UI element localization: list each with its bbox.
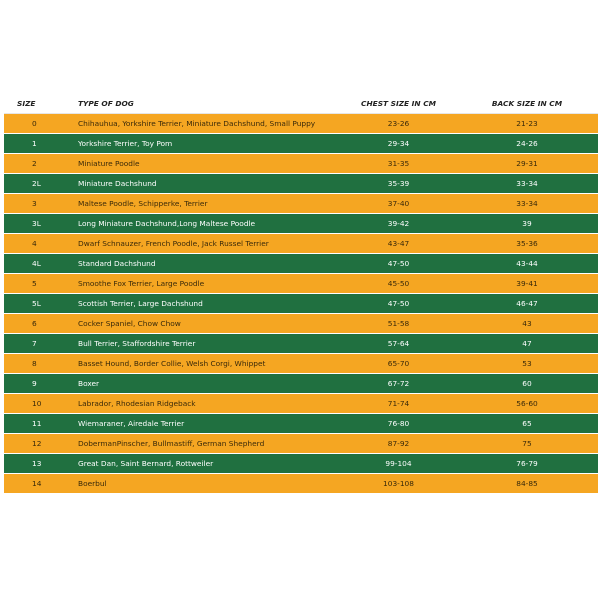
chest-size-cell: 67-72 <box>341 374 456 394</box>
dog-type-cell: Chihauhua, Yorkshire Terrier, Miniature Dachshund, Small Puppy <box>76 114 341 134</box>
back-size-cell: 53 <box>456 354 598 374</box>
dog-type-cell: Basset Hound, Border Collie, Welsh Corgi, Whippet <box>76 354 341 374</box>
type-column-header: TYPE OF DOG <box>76 93 341 114</box>
size-cell: 5 <box>4 274 76 294</box>
dog-type-cell: Labrador, Rhodesian Ridgeback <box>76 394 341 414</box>
chest-size-cell: 65-70 <box>341 354 456 374</box>
chest-size-cell: 57-64 <box>341 334 456 354</box>
back-size-cell: 46-47 <box>456 294 598 314</box>
table-row <box>4 474 598 494</box>
dog-type-cell: Cocker Spaniel, Chow Chow <box>76 314 341 334</box>
back-size-cell: 39-41 <box>456 274 598 294</box>
table-row <box>4 454 598 474</box>
chest-size-cell: 31-35 <box>341 154 456 174</box>
size-cell: 6 <box>4 314 76 334</box>
dog-type-cell: Boxer <box>76 374 341 394</box>
table-row <box>4 154 598 174</box>
dog-type-cell: Great Dan, Saint Bernard, Rottweiler <box>76 454 341 474</box>
dog-type-cell: Standard Dachshund <box>76 254 341 274</box>
size-cell: 4L <box>4 254 76 274</box>
back-size-cell: 29-31 <box>456 154 598 174</box>
size-cell: 2 <box>4 154 76 174</box>
chest-size-cell: 51-58 <box>341 314 456 334</box>
chest-size-cell: 99-104 <box>341 454 456 474</box>
size-cell: 11 <box>4 414 76 434</box>
chest-size-cell: 76-80 <box>341 414 456 434</box>
table-row <box>4 294 598 314</box>
table-row <box>4 174 598 194</box>
back-size-cell: 43-44 <box>456 254 598 274</box>
chest-size-cell: 29-34 <box>341 134 456 154</box>
table-header <box>4 93 598 114</box>
chest-size-cell: 39-42 <box>341 214 456 234</box>
back-size-cell: 39 <box>456 214 598 234</box>
back-size-cell: 21-23 <box>456 114 598 134</box>
table-row <box>4 414 598 434</box>
chest-size-cell: 43-47 <box>341 234 456 254</box>
table-row <box>4 314 598 334</box>
dog-type-cell: Bull Terrier, Staffordshire Terrier <box>76 334 341 354</box>
size-column-header: SIZE <box>4 93 76 114</box>
size-cell: 14 <box>4 474 76 494</box>
back-size-cell: 76-79 <box>456 454 598 474</box>
chest-size-cell: 71-74 <box>341 394 456 414</box>
chest-size-cell: 45-50 <box>341 274 456 294</box>
table-row <box>4 234 598 254</box>
size-cell: 10 <box>4 394 76 414</box>
size-cell: 7 <box>4 334 76 354</box>
dog-type-cell: DobermanPinscher, Bullmastiff, German Shepherd <box>76 434 341 454</box>
dog-type-cell: Dwarf Schnauzer, French Poodle, Jack Russel Terrier <box>76 234 341 254</box>
table-row <box>4 334 598 354</box>
size-cell: 3 <box>4 194 76 214</box>
dog-type-cell: Miniature Dachshund <box>76 174 341 194</box>
size-cell: 1 <box>4 134 76 154</box>
chest-size-cell: 87-92 <box>341 434 456 454</box>
size-cell: 5L <box>4 294 76 314</box>
table-row <box>4 274 598 294</box>
chest-size-cell: 47-50 <box>341 294 456 314</box>
chest-size-cell: 37-40 <box>341 194 456 214</box>
table-body <box>4 114 598 494</box>
table-row <box>4 254 598 274</box>
back-size-cell: 24-26 <box>456 134 598 154</box>
table-row <box>4 394 598 414</box>
back-size-cell: 33-34 <box>456 194 598 214</box>
back-size-cell: 56-60 <box>456 394 598 414</box>
back-column-header: BACK SIZE IN CM <box>456 93 598 114</box>
back-size-cell: 47 <box>456 334 598 354</box>
back-size-cell: 35-36 <box>456 234 598 254</box>
table-row <box>4 354 598 374</box>
chest-size-cell: 103-108 <box>341 474 456 494</box>
size-cell: 4 <box>4 234 76 254</box>
size-cell: 12 <box>4 434 76 454</box>
size-cell: 0 <box>4 114 76 134</box>
dog-type-cell: Smoothe Fox Terrier, Large Poodle <box>76 274 341 294</box>
dog-type-cell: Scottish Terrier, Large Dachshund <box>76 294 341 314</box>
chest-size-cell: 23-26 <box>341 114 456 134</box>
chest-column-header: CHEST SIZE IN CM <box>341 93 456 114</box>
chest-size-cell: 47-50 <box>341 254 456 274</box>
dog-size-table <box>4 93 598 494</box>
size-cell: 9 <box>4 374 76 394</box>
size-cell: 13 <box>4 454 76 474</box>
size-cell: 8 <box>4 354 76 374</box>
dog-type-cell: Boerbul <box>76 474 341 494</box>
dog-type-cell: Miniature Poodle <box>76 154 341 174</box>
dog-type-cell: Long Miniature Dachshund,Long Maltese Poodle <box>76 214 341 234</box>
back-size-cell: 75 <box>456 434 598 454</box>
header-row <box>4 93 598 114</box>
back-size-cell: 60 <box>456 374 598 394</box>
size-cell: 2L <box>4 174 76 194</box>
back-size-cell: 43 <box>456 314 598 334</box>
table-row <box>4 134 598 154</box>
table-row <box>4 434 598 454</box>
table-row <box>4 214 598 234</box>
back-size-cell: 33-34 <box>456 174 598 194</box>
table-row <box>4 194 598 214</box>
back-size-cell: 84-85 <box>456 474 598 494</box>
chest-size-cell: 35-39 <box>341 174 456 194</box>
back-size-cell: 65 <box>456 414 598 434</box>
size-cell: 3L <box>4 214 76 234</box>
table-row <box>4 114 598 134</box>
dog-type-cell: Wiemaraner, Airedale Terrier <box>76 414 341 434</box>
dog-type-cell: Yorkshire Terrier, Toy Pom <box>76 134 341 154</box>
dog-type-cell: Maltese Poodle, Schipperke, Terrier <box>76 194 341 214</box>
table-row <box>4 374 598 394</box>
